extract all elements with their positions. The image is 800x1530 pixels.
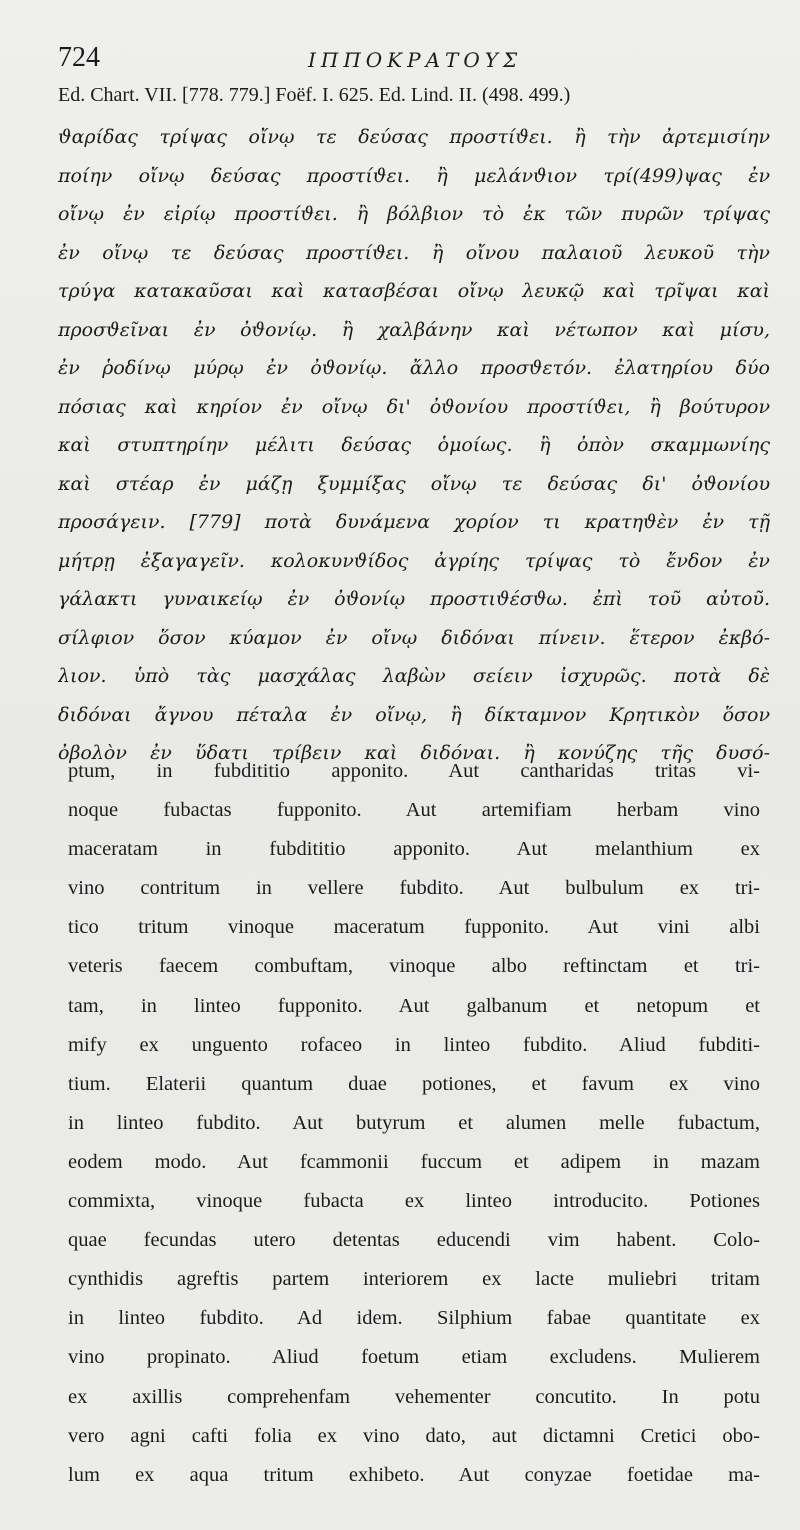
latin-line: quae fecundas utero detentas educendi vim habent. Colo- — [68, 1229, 760, 1252]
latin-line: vino contritum in vellere fubdito. Aut bulbulum ex tri- — [68, 877, 760, 900]
greek-line: ϑαρίδας τρίψας οἴνῳ τε δεύσας προστίϑει. ἢ τὴν ἀρτεμισίην — [58, 126, 770, 148]
latin-line: veteris faecem combuftam, vinoque albo reftinctam et tri- — [68, 955, 760, 978]
greek-line: καὶ στέαρ ἐν μάζῃ ξυμμίξας οἴνῳ τε δεύσας δι' ὀϑονίου — [58, 472, 770, 495]
latin-line: ptum, in fubdititio apponito. Aut cantharidas tritas vi- — [68, 760, 760, 782]
greek-line: διδόναι ἄγνου πέταλα ἐν οἴνῳ, ἢ δίκταμνον Κρητικὸν ὅσον — [58, 703, 770, 726]
latin-line: ex axillis comprehenfam vehementer concutito. In potu — [68, 1385, 760, 1408]
page-number: 724 — [58, 42, 100, 73]
latin-text-block — [68, 752, 760, 1495]
greek-line: ἐν οἴνῳ τε δεύσας προστίϑει. ἢ οἴνου παλαιοῦ λευκοῦ τὴν — [58, 241, 770, 264]
greek-line: ἐν ῥοδίνῳ μύρῳ ἐν ὀϑονίῳ. ἄλλο προσϑετόν. ἐλατηρίου δύο — [58, 357, 770, 379]
greek-line: σίλφιον ὅσον κύαμον ἐν οἴνῳ διδόναι πίνειν. ἕτερον ἐκβό- — [58, 626, 770, 649]
latin-line: maceratam in fubdititio apponito. Aut melanthium ex — [68, 838, 760, 861]
latin-line: vero agni cafti folia ex vino dato, aut dictamni Cretici obo- — [68, 1424, 760, 1447]
latin-line: tico tritum vinoque maceratum fupponito. Aut vini albi — [68, 916, 760, 939]
greek-line: τρύγα κατακαῦσαι καὶ κατασβέσαι οἴνῳ λευκῷ καὶ τρῖψαι καὶ — [58, 280, 770, 302]
greek-line: προσάγειν. [779] ποτὰ δυνάμενα χορίον τι κρατηϑὲν ἐν τῇ — [58, 511, 770, 533]
latin-line: noque fubactas fupponito. Aut artemifiam herbam vino — [68, 799, 760, 822]
greek-line: καὶ στυπτηρίην μέλιτι δεύσας ὁμοίως. ἢ ὀπὸν σκαμμωνίης — [58, 434, 770, 456]
greek-line: οἴνῳ ἐν εἰρίῳ προστίϑει. ἢ βόλβιον τὸ ἐκ τῶν πυρῶν τρίψας — [58, 203, 770, 225]
greek-line: γάλακτι γυναικείῳ ἐν ὀϑονίῳ προστιϑέσϑω. ἐπὶ τοῦ αὐτοῦ. — [58, 588, 770, 610]
latin-line: eodem modo. Aut fcammonii fuccum et adipem in mazam — [68, 1150, 760, 1173]
running-title: ΙΠΠΟΚΡΑΤΟΥΣ — [308, 48, 523, 72]
greek-text-block — [58, 118, 770, 773]
latin-line: tium. Elaterii quantum duae potiones, et favum ex vino — [68, 1072, 760, 1095]
latin-line: tam, in linteo fupponito. Aut galbanum et netopum et — [68, 994, 760, 1017]
latin-line: mify ex unguento rofaceo in linteo fubdito. Aliud fubditi- — [68, 1033, 760, 1056]
latin-line: commixta, vinoque fubacta ex linteo introducito. Potiones — [68, 1190, 760, 1213]
latin-line: cynthidis agreftis partem interiorem ex lacte muliebri tritam — [68, 1268, 760, 1291]
greek-line: ὀβολὸν ἐν ὕδατι τρίβειν καὶ διδόναι. ἢ κονύζης τῆς δυσό- — [58, 742, 770, 764]
greek-line: μήτρῃ ἐξαγαγεῖν. κολοκυνϑίδος ἀγρίης τρίψας τὸ ἔνδον ἐν — [58, 549, 770, 572]
greek-line: προσϑεῖναι ἐν ὀϑονίῳ. ἢ χαλβάνην καὶ νέτωπον καὶ μίσυ, — [58, 318, 770, 341]
greek-line: πόσιας καὶ κηρίον ἐν οἴνῳ δι' ὀϑονίου προστίϑει, ἢ βούτυρον — [58, 395, 770, 418]
page-header — [58, 42, 758, 78]
greek-line: ποίην οἴνῳ δεύσας προστίϑει. ἢ μελάνϑιον τρί(499)ψας ἐν — [58, 164, 770, 187]
latin-line: in linteo fubdito. Aut butyrum et alumen melle fubactum, — [68, 1111, 760, 1134]
greek-line: λιον. ὑπὸ τὰς μασχάλας λαβὼν σείειν ἰσχυρῶς. ποτὰ δὲ — [58, 665, 770, 687]
latin-line: vino propinato. Aliud foetum etiam excludens. Mulierem — [68, 1346, 760, 1369]
edition-references: Ed. Chart. VII. [778. 779.] Foëf. I. 625. Ed. Lind. II. (498. 499.) — [58, 84, 571, 106]
latin-line: lum ex aqua tritum exhibeto. Aut conyzae foetidae ma- — [68, 1463, 760, 1486]
latin-line: in linteo fubdito. Ad idem. Silphium fabae quantitate ex — [68, 1307, 760, 1330]
